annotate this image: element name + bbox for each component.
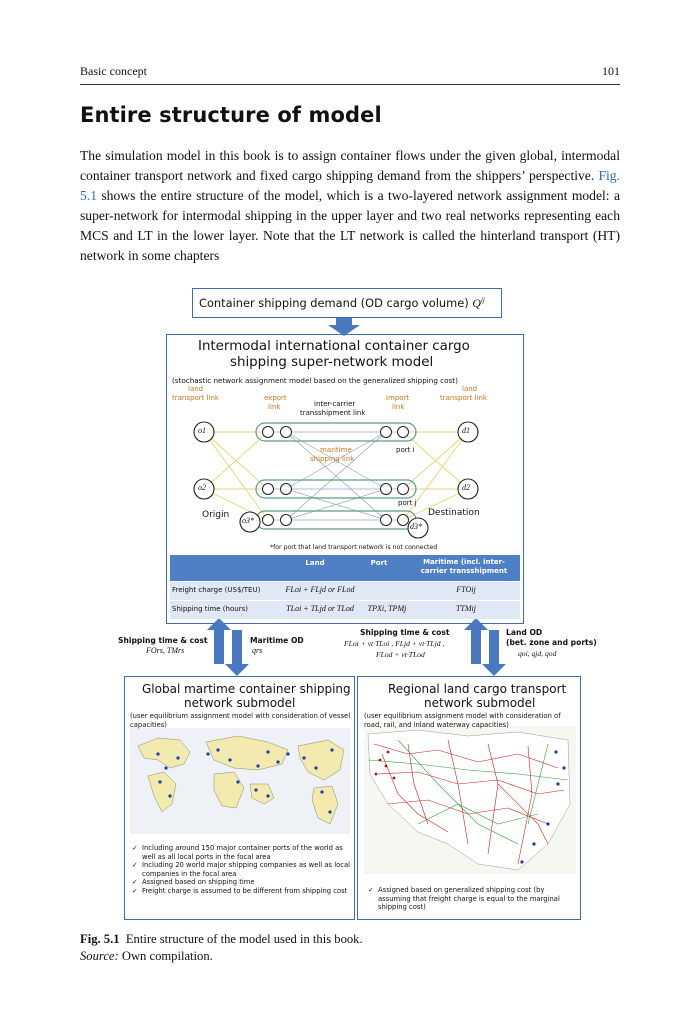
table-header-land: Land [280, 559, 350, 567]
time-land: TLoi + TLjd or TLod [278, 604, 362, 613]
node-o1-label: o1 [198, 426, 206, 435]
down-arrow-right [482, 630, 506, 676]
time-maritime: TTMij [412, 604, 520, 613]
row-label-freight: Freight charge (US$/TEU) [170, 586, 280, 594]
super-network-title-2: shipping super-network model [230, 355, 434, 370]
port-node [263, 484, 274, 495]
node-d3-label: d3* [410, 522, 422, 531]
demand-label: Container shipping demand (OD cargo volume) $Q^{ij}$ [199, 296, 485, 310]
global-subtitle: (user equilibrium assignment model with consideration of vessel capacities) [130, 712, 351, 729]
body-paragraph [80, 146, 620, 266]
right-flow-formula-1a: FLoi + vt·TLoi , FLjd + vt·TLjd , [344, 639, 445, 648]
global-bullets [132, 844, 352, 896]
right-flow-label-1: Shipping time & cost [360, 628, 450, 637]
super-network-title-1: Intermodal international container cargo [198, 339, 470, 354]
caption-source-label: Source: [80, 949, 119, 963]
regional-bullets [368, 886, 578, 912]
global-bullet: ✓ Including 20 world major shipping companies as well as local companies in the focal area [132, 861, 352, 878]
port-node [263, 427, 274, 438]
left-flow-formula-2: qrs [252, 646, 263, 655]
down-arrow-left [225, 630, 249, 676]
port-node [381, 515, 392, 526]
figure-reference-link[interactable]: Fig. 5.1 [80, 168, 620, 203]
running-head-title: Basic concept [80, 64, 147, 78]
figure-5-1 [118, 284, 597, 924]
import-link-1: import [386, 394, 410, 402]
port-node [398, 484, 409, 495]
regional-bullet: ✓ Assigned based on generalized shipping cost (by assuming that freight charge is equal to the marginal shipping cost) [368, 886, 578, 912]
caption-text: Entire structure of the model used in this book. [125, 932, 363, 946]
network-footnote: *for port that land transport network is not connected [270, 544, 438, 551]
paragraph-part-2: shows the entire structure of the model, which is a two-layered network assignment model: a super-network for intermodal shipping in the upper layer and two real networks representing each MCS and LT in the lower layer. Note that the LT network is called the hinterland transport (HT) network in some chapters [80, 188, 620, 263]
node-d2-label: d2 [462, 483, 470, 492]
port-j-label: port j [398, 499, 417, 507]
global-bullet: ✓ Assigned based on shipping time [132, 878, 352, 887]
right-flow-formula-1b: FLod + vt·TLod [376, 650, 425, 659]
paragraph-part-1: The simulation model in this book is to assign container flows under the given global, intermodal container transport network and fixed cargo shipping demand from the shippers’ perspective. [80, 148, 620, 183]
left-flow-label-2: Maritime OD [250, 636, 304, 645]
right-flow-formula-2: qoi, qjd, qod [518, 649, 557, 658]
super-network-subtitle: (stochastic network assignment model based on the generalized shipping cost) [172, 376, 458, 385]
time-port: TPXi, TPMj [362, 604, 412, 613]
node-o3-label: o3* [242, 516, 254, 525]
port-node [398, 427, 409, 438]
right-flow-label-2: Land OD [506, 628, 543, 637]
freight-maritime: FTOij [412, 585, 520, 594]
table-header-port: Port [356, 559, 402, 567]
table-header-maritime: Maritime (incl. inter-carrier transshipment [410, 558, 518, 576]
down-arrow-demand [328, 318, 360, 336]
global-map [130, 728, 350, 834]
regional-subtitle: (user equilibrium assignment model with consideration of road, rail, and inland waterway capacities) [364, 712, 561, 729]
port-node [381, 427, 392, 438]
origin-label: Origin [202, 510, 230, 520]
maritime-link-1: maritime [320, 446, 352, 454]
regional-title-1: Regional land cargo transport [388, 682, 567, 696]
global-title-1: Global martime container shipping [142, 682, 351, 696]
destination-label: Destination [428, 508, 480, 518]
node-o2-label: o2 [198, 483, 206, 492]
maritime-link-2: shipping link [310, 455, 355, 463]
port-node [281, 515, 292, 526]
inter-carrier-1: inter-carrier [314, 400, 356, 408]
demand-superscript: ij [480, 296, 485, 305]
import-link-2: link [392, 403, 405, 411]
node-d1-label: d1 [462, 426, 470, 435]
port-node [381, 484, 392, 495]
inter-carrier-2: transshipment link [300, 409, 366, 417]
land-link-left-1: land [188, 385, 204, 393]
land-link-right-2: transport link [440, 394, 487, 402]
port-node [263, 515, 274, 526]
caption-label: Fig. 5.1 [80, 932, 120, 946]
up-arrow-left [207, 618, 231, 664]
left-flow-label-1: Shipping time & cost [118, 636, 208, 645]
land-link-left-2: transport link [172, 394, 219, 402]
global-bullet: ✓ Freight charge is assumed to be different from shipping cost [132, 887, 352, 896]
cost-table [170, 555, 520, 621]
global-title-2: network submodel [184, 696, 296, 710]
demand-symbol: Q [472, 296, 481, 310]
running-head [80, 64, 620, 85]
section-title: Entire structure of model [80, 103, 382, 127]
export-link-1: export [264, 394, 287, 402]
row-label-time: Shipping time (hours) [170, 605, 280, 613]
regional-title-2: network submodel [424, 696, 536, 710]
export-link-2: link [268, 403, 281, 411]
page-number: 101 [602, 64, 620, 78]
port-node [398, 515, 409, 526]
freight-land: FLoi + FLjd or FLod [278, 585, 362, 594]
caption-source-text: Own compilation. [121, 949, 213, 963]
figure-caption [80, 931, 620, 965]
global-bullet: ✓ Including around 150 major container ports of the world as well as all local ports in the focal area [132, 844, 352, 861]
port-i-label: port i [396, 446, 415, 454]
port-node [281, 427, 292, 438]
right-flow-label-2b: (bet. zone and ports) [506, 638, 597, 647]
port-node [281, 484, 292, 495]
land-link-right-1: land [462, 385, 478, 393]
up-arrow-right [464, 618, 488, 664]
regional-map [364, 726, 576, 874]
left-flow-formula-1: FOrs, TMrs [146, 646, 185, 655]
